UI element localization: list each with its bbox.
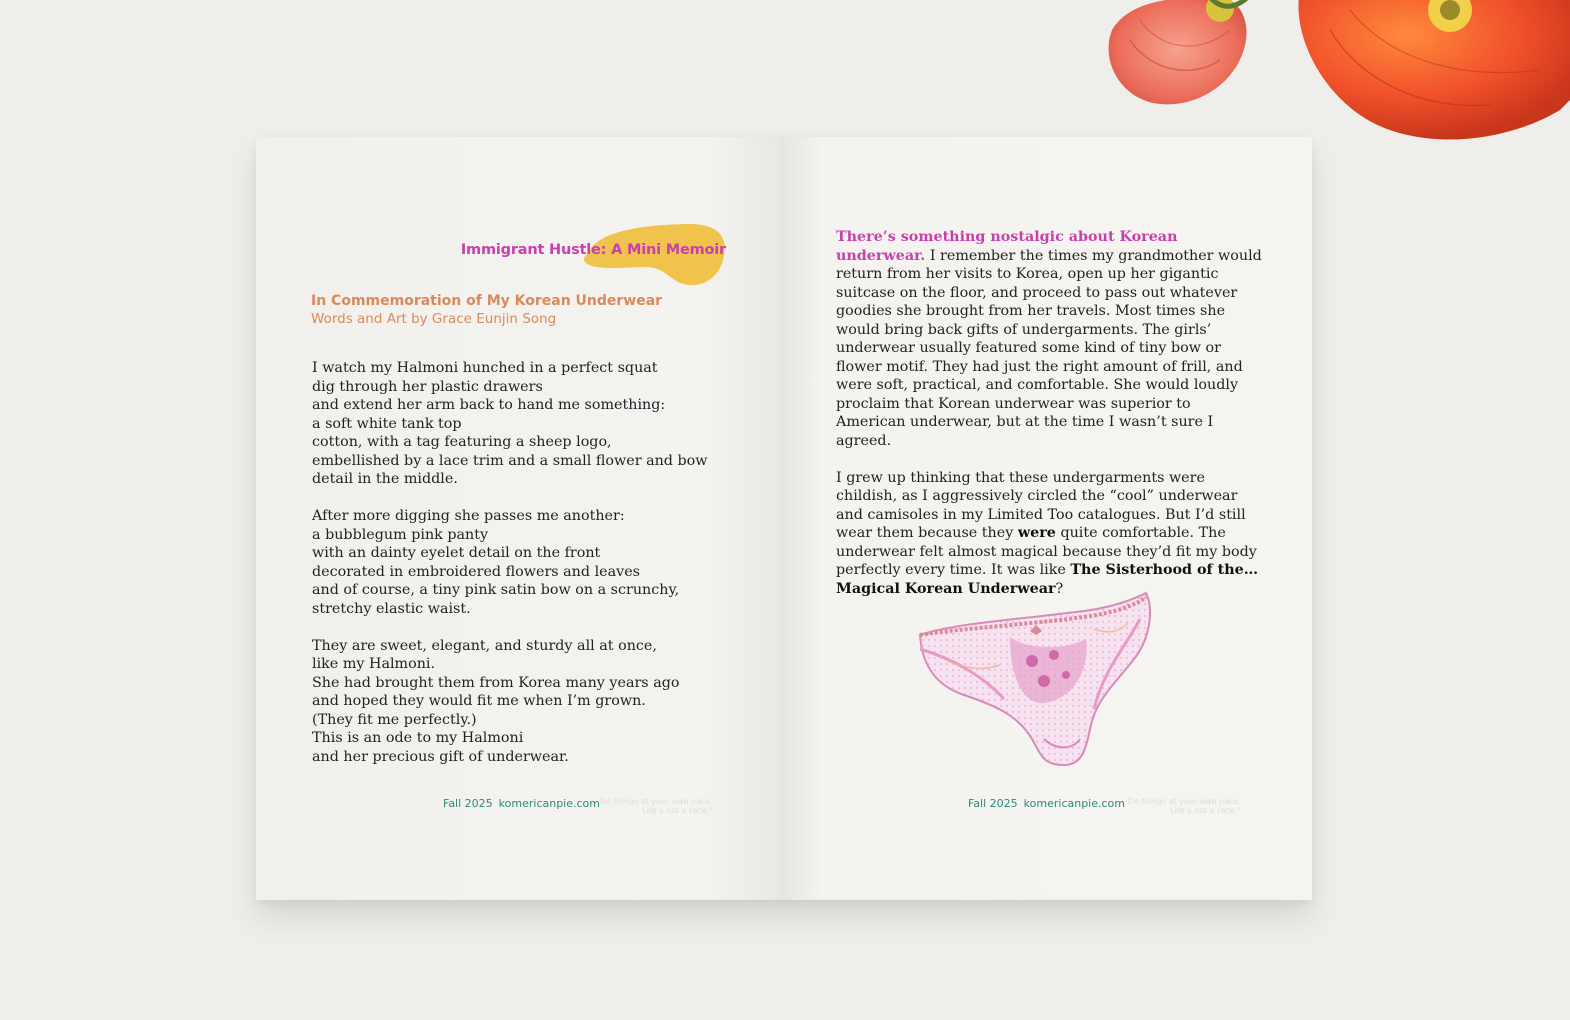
poem-line: cotton, with a tag featuring a sheep logo,: [312, 434, 612, 450]
pink-underwear-illustration: [914, 589, 1154, 769]
tagline-line: Do things at your own pace.: [1128, 797, 1241, 806]
paragraph-text: I grew up thinking that these undergarments were childish, as I aggressively circled the “cool” underwear and camisoles in my Limited Too catalogues. But I’d still wear them because they: [836, 469, 1246, 541]
issue-label: Fall 2025: [443, 797, 493, 810]
poem-line: a soft white tank top: [312, 415, 462, 432]
emphasis: were: [1017, 525, 1056, 541]
paragraph: [836, 228, 1264, 450]
poem-line: and of course, a tiny pink satin bow on a scrunchy,: [312, 582, 680, 598]
poem-line: I watch my Halmoni hunched in a perfect squat: [312, 360, 658, 376]
poem-line: She had brought them from Korea many years ago: [312, 674, 680, 691]
stanza: [312, 359, 752, 489]
poem-line: stretchy elastic waist.: [312, 600, 471, 617]
poem-line: embellished by a lace trim and a small flower and bow: [312, 452, 708, 469]
tagline-line: Life’s not a race.": [1170, 806, 1241, 815]
subtitle: In Commemoration of My Korean Underwear: [311, 293, 663, 309]
poem-line: This is an ode to my Halmoni: [312, 730, 524, 746]
poem-line: with an dainty eyelet detail on the front: [312, 545, 601, 561]
paragraph: [836, 469, 1264, 599]
footer-tagline: [600, 797, 713, 815]
poem-line: and extend her arm back to hand me something:: [312, 397, 666, 413]
paragraph-text: ?: [1055, 580, 1064, 597]
issue-label: Fall 2025: [968, 797, 1018, 810]
poem-line: After more digging she passes me another:: [312, 508, 625, 524]
website-link: komericanpie.com: [1023, 797, 1125, 810]
booklet-spread: [256, 137, 1312, 900]
poem-line: like my Halmoni.: [312, 656, 436, 672]
poem: [312, 359, 752, 785]
poem-line: and hoped they would fit me when I’m grown.: [312, 693, 646, 709]
tagline-line: Life’s not a race.": [642, 806, 713, 815]
tagline-line: Do things at your own pace.: [600, 797, 713, 806]
poem-line: a bubblegum pink panty: [312, 526, 489, 543]
lead-sentence: There’s something nostalgic about Korean underwear.: [836, 229, 1178, 264]
page-title: Immigrant Hustle: A Mini Memoir: [460, 242, 726, 258]
stanza: [312, 507, 752, 618]
paragraph-text: quite comfortable. The underwear felt almost magical because they’d fit my body perfectly every time. It was like: [836, 525, 1257, 578]
left-page: [256, 137, 780, 900]
footer-tagline: [1128, 797, 1241, 815]
paragraph-text: I remember the times my grandmother would return from her visits to Korea, open up her gigantic suitcase on the floor, and proceed to pass out whatever goodies she brought from her travels. Most times she would bring back gifts of undergarments. The girls’ underwear usually featured some kind of tiny bow or flower motif. They had just the right amount of frill, and were soft, practical, and comfortable. She would loudly proclaim that Korean underwear was superior to American underwear, but at the time I wasn’t sure I agreed.: [836, 247, 1262, 449]
emphasis: The Sisterhood of the… Magical Korean Underwear: [836, 562, 1259, 597]
page-footer: [443, 797, 600, 810]
poem-line: (They fit me perfectly.): [312, 711, 477, 728]
poppy-flowers-image: [1090, 0, 1570, 150]
stanza: [312, 637, 752, 767]
website-link: komericanpie.com: [498, 797, 600, 810]
poem-line: decorated in embroidered flowers and leaves: [312, 563, 641, 580]
byline: Words and Art by Grace Eunjin Song: [311, 311, 557, 327]
poem-line: and her precious gift of underwear.: [312, 748, 569, 765]
essay: [836, 228, 1264, 617]
title-block: [460, 223, 726, 293]
poem-line: dig through her plastic drawers: [312, 378, 543, 395]
poem-line: They are sweet, elegant, and sturdy all at once,: [312, 637, 657, 654]
poem-line: detail in the middle.: [312, 471, 458, 487]
right-page: [780, 137, 1312, 900]
page-footer: [968, 797, 1125, 810]
